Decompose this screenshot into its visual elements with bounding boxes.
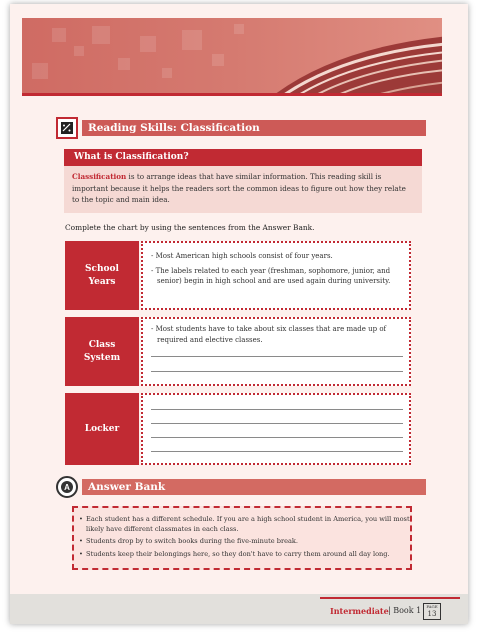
chart-bullet: - The labels related to each year (freshman, sophomore, junior, and senior) begin in high school and are used again during university. [151, 266, 391, 285]
write-line [151, 451, 403, 452]
chart-cell-school-years[interactable] [141, 241, 411, 310]
chart-label-class-system [65, 317, 139, 386]
book-illustration [242, 24, 442, 93]
definition-keyword: Classification [72, 172, 127, 181]
write-line [151, 371, 403, 372]
answer-item: • Students keep their belongings here, so they don't have to carry them around all day long. [78, 549, 410, 559]
chart-label-text: Class System [83, 339, 121, 363]
chart-cell-class-system[interactable] [141, 317, 411, 386]
chart-label-text: School Years [85, 263, 119, 287]
page-label: PAGE [426, 604, 438, 609]
section-title: Reading Skills: Classification [82, 120, 426, 136]
write-line [151, 423, 403, 424]
chart-label-school-years [65, 241, 139, 310]
footer-accent-line [320, 597, 460, 599]
definition-text [64, 166, 422, 206]
classification-icon [56, 117, 78, 139]
section-title: Answer Bank [82, 479, 426, 495]
page-number: 13 [427, 610, 437, 618]
worksheet-page [10, 4, 468, 624]
header-banner [22, 18, 442, 93]
answer-bank-box [72, 506, 412, 570]
section-header-answer-bank [56, 477, 426, 497]
write-line [151, 356, 403, 357]
chart-bullet: - Most students have to take about six classes that are made up of required and elective classes. [151, 325, 387, 344]
write-line [151, 437, 403, 438]
chart-label-text: Locker [84, 423, 120, 434]
banner-divider [22, 93, 442, 96]
level-label: Intermediate [330, 606, 389, 616]
page-footer [10, 594, 468, 624]
chart-label-locker [65, 393, 139, 465]
answer-item: • Each student has a different schedule. If you are a high school student in America, you will most likely have different classmates in each class. [78, 514, 410, 534]
instruction-text: Complete the chart by using the sentences from the Answer Bank. [65, 223, 315, 232]
svg-text:A: A [64, 483, 70, 492]
page-number-box [423, 603, 441, 620]
section-header-classification [56, 118, 426, 138]
write-line [151, 409, 403, 410]
definition-body: is to arrange ideas that have similar information. This reading skill is important because it helps the readers sort the common ideas to figure out how they relate to the topic and main idea. [72, 172, 406, 204]
chart-cell-locker[interactable] [141, 393, 411, 465]
definition-box [64, 149, 422, 213]
answer-icon [56, 476, 78, 498]
definition-heading: What is Classification? [64, 149, 422, 166]
answer-item: • Students drop by to switch books during the five-minute break. [78, 536, 410, 546]
chart-bullet: - Most American high schools consist of four years. [151, 252, 333, 260]
book-label: | Book 1 [388, 606, 422, 615]
